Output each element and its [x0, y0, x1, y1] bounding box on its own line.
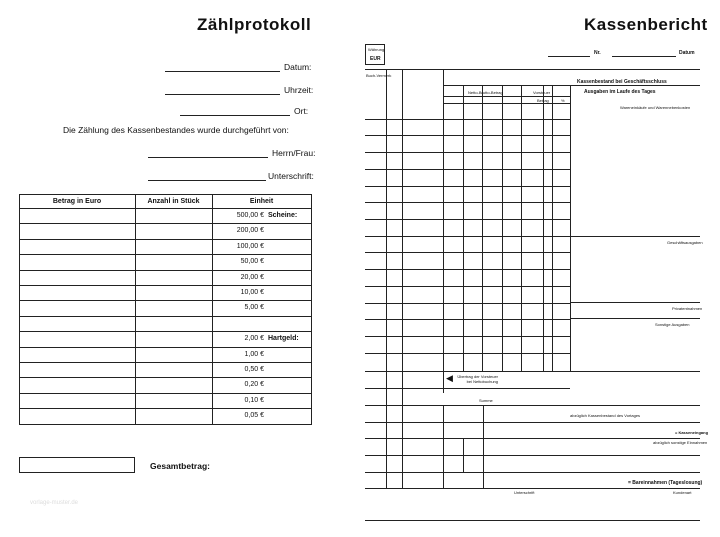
sonstige-einnahmen-rule	[365, 455, 700, 456]
statement-text: Die Zählung des Kassenbestandes wurde durchgeführt von:	[63, 125, 289, 135]
ausgaben-row-rule	[365, 169, 570, 170]
header-betrag: Betrag in Euro	[52, 198, 102, 205]
kassenbericht-title: Kassenbericht	[584, 15, 708, 34]
table-bottom-border	[19, 424, 312, 425]
prozent-label: %	[561, 98, 565, 103]
ausgaben-row-rule	[365, 186, 570, 187]
vorsteuer-label: Vorsteuer	[533, 90, 551, 95]
uebertrag-top-rule	[443, 371, 570, 372]
betrag-cell[interactable]	[20, 378, 134, 391]
eur-label: EUR	[370, 56, 381, 62]
signature-line	[365, 520, 700, 521]
gesamtbetrag-label: Gesamtbetrag:	[150, 461, 210, 471]
kasseneingang-rule	[365, 438, 700, 439]
ausgaben-col-rule	[463, 86, 464, 371]
ausgaben-row-rule	[365, 336, 570, 337]
nr-label: Nr.	[594, 50, 601, 56]
ort-label: Ort:	[294, 106, 309, 116]
uhrzeit-label: Uhrzeit:	[284, 85, 314, 95]
uhrzeit-line[interactable]	[165, 94, 280, 95]
anzahl-cell[interactable]	[136, 378, 211, 391]
buch-vermerk-cell[interactable]	[366, 220, 386, 235]
summe-label: Summe	[479, 398, 493, 403]
buch-vermerk-cell[interactable]	[366, 136, 386, 151]
denomination-value: 200,00 €	[236, 227, 264, 234]
ausgaben-col-rule	[552, 86, 553, 371]
uebertrag-label: Übertrag der Vorsteuer bei Nettobuchung	[457, 374, 498, 384]
lower-col-right	[483, 405, 484, 489]
denomination-value: 20,00 €	[240, 274, 264, 281]
ausgaben-row-rule	[365, 286, 570, 287]
anzahl-cell[interactable]	[136, 317, 211, 330]
netto-brutto-label: Netto-Brutto-Betrag	[468, 90, 503, 95]
header-anzahl: Anzahl in Stück	[147, 198, 200, 205]
geschaeftsausgaben-label: Geschäftsausgaben	[667, 240, 703, 245]
ausgaben-row-rule	[365, 152, 570, 153]
arrow-left-icon: ◀	[446, 373, 453, 383]
table-right-border	[311, 194, 312, 425]
anzahl-cell[interactable]	[136, 409, 211, 422]
buch-vermerk-cell[interactable]	[366, 320, 386, 335]
anzahl-cell[interactable]	[136, 286, 211, 299]
denomination-value: 10,00 €	[240, 289, 264, 296]
anzahl-cell[interactable]	[136, 348, 211, 361]
buch-col-left	[386, 69, 387, 489]
datum-label-right: Datum	[679, 50, 695, 56]
betrag-cell[interactable]	[20, 286, 134, 299]
datum-line-right[interactable]	[612, 56, 676, 57]
nr-line[interactable]	[548, 56, 590, 57]
buch-vermerk-cell[interactable]	[366, 337, 386, 352]
anzahl-cell[interactable]	[136, 301, 211, 314]
zaehlprotokoll-title: Zählprotokoll	[197, 15, 312, 34]
header-einheit: Einheit	[249, 198, 274, 205]
ausgaben-row-rule	[365, 252, 570, 253]
buch-vermerk-cell[interactable]	[366, 170, 386, 185]
bareinnahmen-rule	[365, 488, 700, 489]
anzahl-cell[interactable]	[136, 363, 211, 376]
left-rule	[365, 371, 443, 372]
betrag-cell[interactable]	[20, 348, 134, 361]
watermark: vorlage-muster.de	[30, 500, 79, 506]
datum-label: Datum:	[284, 62, 312, 72]
unterschrift-label: Unterschrift:	[268, 171, 314, 181]
ort-line[interactable]	[180, 115, 290, 116]
denomination-value: 2,00 €	[244, 335, 264, 342]
uebertrag-bottom-rule	[443, 388, 570, 389]
buch-vermerk-cell[interactable]	[366, 253, 386, 268]
kasseneingang-label: = Kasseneingang	[675, 430, 709, 435]
ausgaben-row-rule	[365, 319, 570, 320]
lower-col-mid	[463, 438, 464, 472]
lower-col-left	[443, 405, 444, 489]
ausgaben-col-rule	[543, 86, 544, 371]
denomination-value: 0,05 €	[244, 412, 264, 419]
waehrung-label: Währung	[368, 47, 385, 52]
betrag-label: Betrag	[537, 98, 549, 103]
summe-rule	[365, 405, 700, 406]
section-label: Hartgeld:	[268, 335, 299, 342]
anzahl-cell[interactable]	[136, 271, 211, 284]
kundenart-label: Kundenart	[673, 490, 692, 495]
wareneinkauf-label: Wareneinkäufe und Warennebenkosten	[620, 105, 691, 110]
ausgaben-row-rule	[365, 303, 570, 304]
anzahl-cell[interactable]	[136, 394, 211, 407]
betrag-cell[interactable]	[20, 301, 134, 314]
anzahl-cell[interactable]	[136, 209, 211, 222]
ausgaben-row-rule	[365, 135, 570, 136]
privatentnahmen-label: Privatentnahmen	[672, 306, 703, 311]
anzahl-cell[interactable]	[136, 240, 211, 253]
buch-vermerk-cell[interactable]	[366, 120, 386, 134]
anzahl-cell[interactable]	[136, 255, 211, 268]
sonstige-ausgaben-label: Sonstige Ausgaben	[655, 322, 690, 327]
betrag-cell[interactable]	[20, 317, 134, 330]
ausgaben-col-rule	[521, 86, 522, 371]
buch-col-right	[402, 69, 403, 489]
buch-vermerk-cell[interactable]	[366, 153, 386, 168]
betrag-cell[interactable]	[20, 394, 134, 407]
lower-rule	[365, 472, 700, 473]
left-rule	[365, 388, 443, 389]
ausgaben-col-rule	[570, 86, 571, 371]
unterschrift-label-right: Unterschrift	[514, 490, 535, 495]
kassenbestand-schluss-label: Kassenbestand bei Geschäftsschluss	[577, 79, 667, 85]
anzahl-cell[interactable]	[136, 224, 211, 237]
amount-col-left	[443, 69, 444, 393]
buch-vermerk-cell[interactable]	[366, 187, 386, 201]
datum-line[interactable]	[165, 71, 280, 72]
privatentnahmen-rule	[570, 302, 700, 303]
buch-vermerk-cell[interactable]	[366, 237, 386, 251]
uebertrag-row-rule	[570, 371, 700, 372]
ausgaben-row-rule	[365, 202, 570, 203]
abzueglich-sonstige-label: abzüglich sonstige Einnahmen	[653, 440, 708, 445]
denomination-value: 5,00 €	[244, 304, 264, 311]
sonstige-ausgaben-rule	[570, 318, 700, 319]
ausgaben-row-rule	[365, 119, 570, 120]
denomination-value: 0,50 €	[244, 366, 264, 373]
uebertrag-right-rule	[570, 353, 571, 371]
betrag-cell[interactable]	[20, 255, 134, 268]
section-label: Scheine:	[268, 212, 298, 219]
buch-vermerk-cell[interactable]	[366, 203, 386, 218]
gesamtbetrag-field[interactable]	[19, 457, 135, 473]
denomination-value: 500,00 €	[236, 212, 264, 219]
ausgaben-row-rule	[365, 219, 570, 220]
denomination-value: 0,10 €	[244, 397, 264, 404]
vortag-rule	[365, 422, 700, 423]
betrag-cell[interactable]	[20, 271, 134, 284]
table-top-border	[19, 194, 311, 195]
ausgaben-col-rule	[482, 86, 483, 371]
herr-frau-line[interactable]	[148, 157, 268, 158]
ausgaben-row-rule	[365, 269, 570, 270]
anzahl-cell[interactable]	[136, 332, 211, 345]
buch-vermerk-label: Buch-Vermerk	[366, 73, 392, 78]
betrag-cell[interactable]	[20, 363, 134, 376]
ausgaben-label: Ausgaben im Laufe des Tages	[584, 89, 656, 95]
denomination-value: 50,00 €	[240, 258, 264, 265]
denomination-value: 1,00 €	[244, 351, 264, 358]
betrag-cell[interactable]	[20, 332, 134, 345]
denomination-value: 100,00 €	[236, 243, 264, 250]
abzueglich-vortag-label: abzüglich Kassenbestand des Vortages	[570, 413, 641, 418]
herr-frau-label: Herrn/Frau:	[272, 148, 316, 158]
ausgaben-row-rule	[365, 236, 570, 237]
geschaeftsausgaben-rule	[570, 236, 700, 237]
buch-vermerk-cell[interactable]	[366, 304, 386, 318]
ausgaben-row-rule	[365, 353, 570, 354]
buch-vermerk-cell[interactable]	[366, 270, 386, 285]
denomination-value: 0,20 €	[244, 381, 264, 388]
form-top-rule	[365, 69, 700, 70]
ausgaben-col-rule	[502, 86, 503, 371]
betrag-cell[interactable]	[20, 240, 134, 253]
buch-vermerk-cell[interactable]	[366, 287, 386, 302]
unterschrift-line[interactable]	[148, 180, 266, 181]
betrag-cell[interactable]	[20, 409, 134, 422]
betrag-cell[interactable]	[20, 224, 134, 237]
bareinnahmen-label: = Bareinnahmen (Tageslosung)	[628, 480, 703, 486]
betrag-cell[interactable]	[20, 209, 134, 222]
